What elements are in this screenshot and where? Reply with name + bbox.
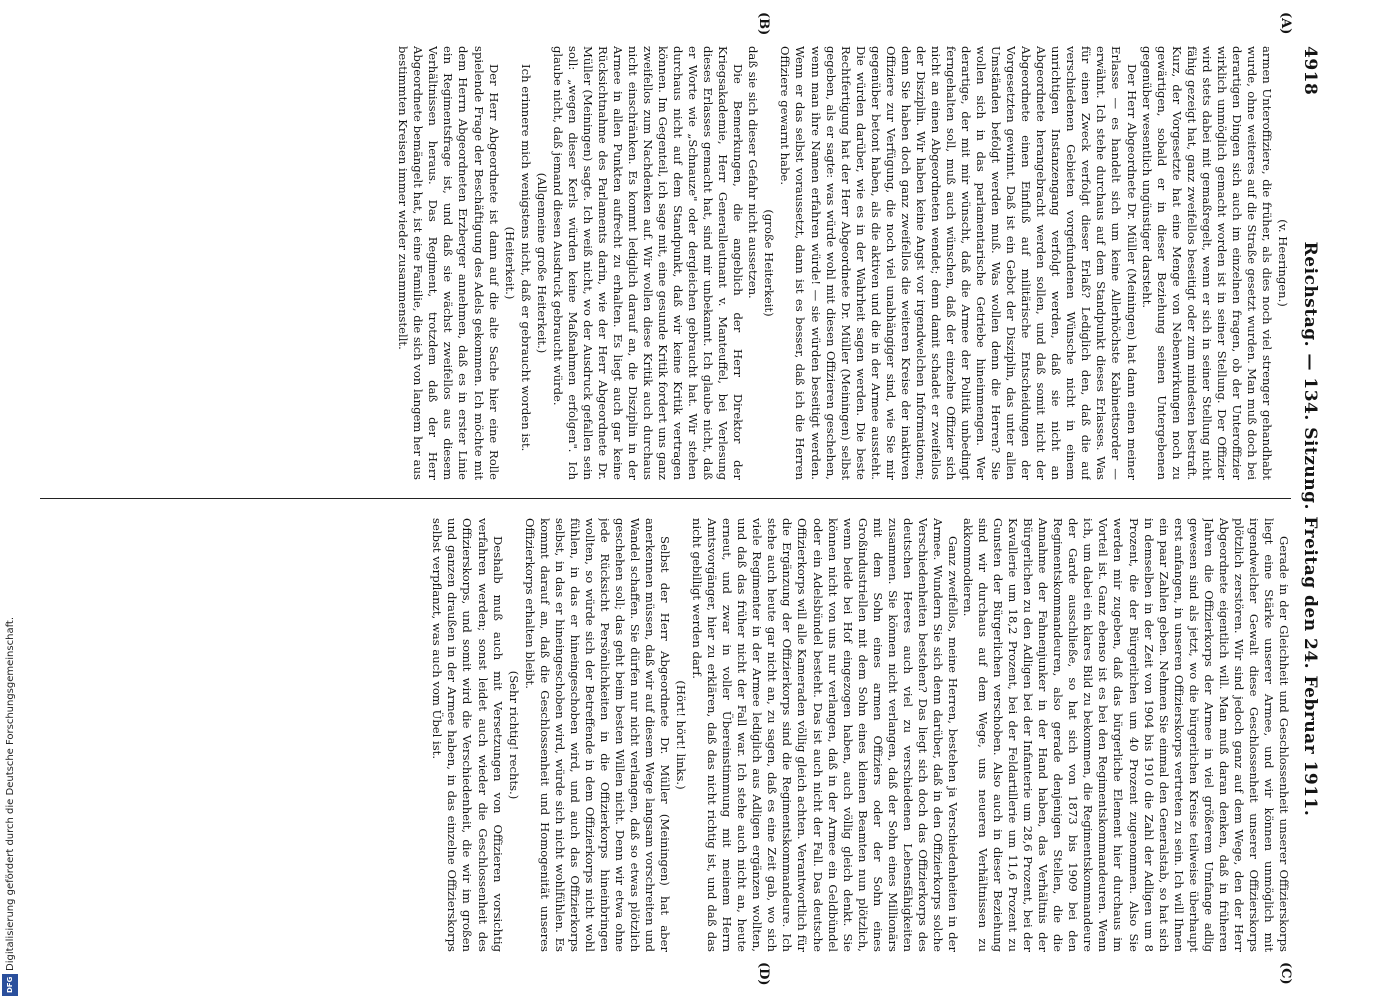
page-header xyxy=(1297,46,1323,952)
interjection: (Sehr richtig! rechts.) xyxy=(506,670,521,800)
paragraph: daß sie sich dieser Gefahr nicht aussetzen. xyxy=(746,46,761,299)
paragraph: Ganz zweifellos, meine Herren, bestehen ja Verschiedenheiten in der Armee. Wundern Sie sich denn darüber, daß in den Offizierkorps solche Verschiedenheiten bestehen? Das liegt sich doch das Offizierkorps des deutschen Heeres auch viel zu verschiedenen Lebensfähigkeiten zusammen. Sie können nicht verlangen, daß der Sohn eines Millionärs mit dem Sohn eines armen Offiziers oder der Sohn eines Großindustriellen mit dem Sohn eines kleinen Beamten nun plötzlich, wenn beide bei Hof eingezogen haben, auch völlig gleich denkt. Sie können nicht von uns nur verlangen, daß in der Armee ein Geldbündel oder ein Adelsbündel besteht. Das ist auch nicht der Fall. Das deutsche Offizierkorps will alle Kameraden völlig gleich achten. Verantwortlich für die Ergänzung der Offizierkorps sind die Regimentskommandeure. Ich stehe auch heute gar nicht an, zu sagen, daß es eine Zeit gab, wo sich viele Regimenter in der Armee lediglich aus Adligen ergänzen wollten, und daß das früher nicht der Fall war. Ich stehe auch nicht an, heute erneut, und zwar in voller Übereinstimmung mit meinem Herrn Amtsvorgänger, hier zu erklären, daß das nicht richtig ist, und daß das nicht gebilligt werden darf. xyxy=(690,518,960,952)
interjection: (Heiterkeit.) xyxy=(502,226,517,300)
margin-mark-a: (A) xyxy=(1278,12,1293,35)
speaker-tag: (v. Heeringen.) xyxy=(1276,219,1290,307)
paragraph: armen Unteroffiziere, die früher, als dies noch viel strenger gehandhabt wurde, ohne weiteres auf die Straße gesetzt wurden. Man muß doch bei derartigen Dingen sich auch im einzelnen fragen, ob der Unteroffizier wirklich unmöglich gemacht worden ist in seiner Stellung. Der Offizier wird stets dabei mit gemaßregelt, wenn er sich in seiner Stellung nicht fähig gezeigt hat, ganz zweifellos beseitigt oder zum mindesten bestraft. Kurz, der Vorgesetzte hat eine Menge von Nebenwirkungen noch zu gewärtigen, sobald er in dieser Beziehung seinen Untergebenen gegenüber wesentlich ungünstiger darsteht. xyxy=(1139,46,1274,480)
paragraph: Selbst der Herr Abgeordnete Dr. Müller (Meiningen) hat aber anerkennen müssen, daß wir auf diesem Wege langsam vorschreiten und Wandel schaffen. Sie dürfen nur nicht verlangen, daß so etwas plötzlich geschehen soll; das geht beim besten Willen nicht. Denn wir etwa ohne jede Rücksicht Persönlichkeiten in die Offizierkorps hineinbringen wollten, so würde sich der Betreffende in dem Offizierkorps nicht wohl fühlen, in das er hineingeschoben wird, und auch das Offizierkorps selbst, in das er hineingeschoben wird, würde sich nicht wohlfühlen. Es kommt darauf an, daß die Geschlossenheit und Homogenität unseres Offizierkorps erhalten bleibt. xyxy=(522,518,673,952)
paragraph: Deshalb muß auch mit Versetzungen von Offizieren vorsichtig verfahren werden; sonst leidet auch wieder die Geschlossenheit des Offizierskorps, und somit wird die Verschiedenheit, die wir im großen und ganzen draußen in der Armee haben, in das einzelne Offizierskorps selbst verpflanzt, was auch vom Übel ist. xyxy=(430,518,505,952)
paragraph: Ich erinnere mich wenigstens nicht, daß er gebraucht worden ist. xyxy=(518,64,533,452)
rotated-page xyxy=(40,12,1323,986)
margin-mark-d: (D) xyxy=(756,962,771,986)
dfg-logo-icon: DFG xyxy=(2,974,18,996)
margin-mark-b: (B) xyxy=(756,12,771,36)
interjection: (Allgemeine große Heiterkeit.) xyxy=(534,172,549,354)
interjection: (große Heiterkeit) xyxy=(762,209,777,317)
paragraph: Die Bemerkungen, die angeblich der Herr Direktor der Kriegsakademie, Herr Generalleutnant v. Manteuffel, bei Verlesung dieses Erlasses gemacht hat, sind mir unbekannt. Ich glaube nicht, daß er Worte wie „Schnauze" oder dergleichen gebraucht hat. Wir stehen durchaus nicht auf dem Standpunkt, daß wir keine Kritik vertragen können. Im Gegenteil, ich sage mit, eine gesunde Kritik fordert uns ganz zweifellos zum Nachdenken auf. Wir wollen diese Kritik auch durchaus nicht einschränken. Es kommt lediglich darauf an, die Disziplin in der Armee in allen Punkten aufrecht zu erhalten. Es liegt auch gar keine Rücksichtnahme des Parlaments darin, wie der Herr Abgeordnete Dr. Müller (Meiningen) sagte. Ich weiß nicht, wo der Ausdruck gefallen sein soll: „wegen dieser Kerls würden keine Maßnahmen erfolgen". Ich glaube nicht, daß jemand diesen Ausdruck gebraucht würde. xyxy=(550,46,746,480)
digitization-note xyxy=(0,602,22,982)
digitization-note-text: Digitalisierung gefördert durch die Deutsche Forschungsgemeinschaft. xyxy=(5,616,16,971)
paragraph: Gerade in der Gleichheit und Geschlossenheit unserer Offizierskorps liegt eine Stärke unserer Armee, und wir können unmöglich mit irgendwelcher Gewalt diese Geschlossenheit unserer Offizierskorps plötzlich zerstören. Wir sind jedoch ganz auf dem Wege, den der Herr Abgeordnete eigentlich will. Man muß daran denken, daß in früheren Jahren die Offizierkorps der Armee in viel größerem Umfange adlig gewesen sind als jetzt, wo die bürgerlichen Kreise teilweise überhaupt erst anfangen, in unseren Offizierskorps vertreten zu sein. Ich will Ihnen ein paar Zahlen geben. Nehmen Sie einmal den Generalstab, so hat sich in demselben in der Zeit von 1904 bis 1910 die Zahl der Adligen um 8 Prozent, die der Bürgerlichen um 40 Prozent zugenommen. Also Sie werden mir zugeben, daß das bürgerliche Element hier durchaus im Vorteil ist. Ganz ebenso ist es bei den Regimentskommandeuren. Wenn ich, um dabei ein klares Bild zu bekommen, die Regimentskommandeure der Garde ausschließe, so hat sich von 1873 bis 1909 bei den Regimentskommandeuren, also gerade denjenigen Stellen, die die Annahme der Fahnenjunker in der Hand haben, das Verhältnis der Bürgerlichen zu den Adligen bei der Infanterie um 28,6 Prozent, bei der Kavallerie um 18,2 Prozent, bei der Feldartillerie um 11,6 Prozent zu Gunsten der Bürgerlichen verschoben. Also auch in dieser Beziehung sind wir durchaus auf dem Wege, uns neueren Verhältnissen zu akkommodieren. xyxy=(961,518,1291,952)
paragraph: Der Herr Abgeordnete ist dann auf die alte Sache hier eine Rolle spielende Frage der Beschäftigung des Adels gekommen. Ich möchte mit dem Herrn Abgeordneten Erzberger annehmen, daß es in erster Linie ein Regimentsfrage ist, und daß sie wächst zweifellos aus diesem Verhältnissen heraus. Das Regiment, trotzdem daß der Herr Abgeordnete bemängelt hat, ist eine Familie, die sich von langem her aus bestimmten Kreisen immer wieder zusammenstellt. xyxy=(396,46,501,480)
column-divider xyxy=(40,498,1291,499)
paragraph: Der Herr Abgeordnete Dr. Müller (Meiningen) hat dann einen meiner Erlasse — es handelt sich um keine Allerhöchste Kabinettsorder — erwähnt. Ich stehe durchaus auf dem Standpunkt dieses Erlasses. Was für einen Zweck verfolgt dieser Erlaß? Lediglich den, daß die auf verschiedenen Gebieten vorgefundenen Wünsche nicht in einem unrichtigen Instanzengang verfolgt werden, daß sie nicht an Abgeordnete herangebracht werden sollen, und daß somit nicht der Abgeordnete einen Einfluß auf militärische Entscheidungen der Vorgesetzten gewinnt. Daß ist ein Gebot der Disziplin, das unter allen Umständen befolgt werden muß. Was wollen denn die Herren? Sie wollen sich in das parlamentarische Getriebe hineinmengen. Wer derartige, der mit mir wünscht, daß die Armee der Politik unbedingt ferngehalten soll, muß auch wünschen, daß der einzelne Offizier sich nicht an einen Abgeordneten wendet; denn damit schadet er zweifellos der Disziplin. Wir haben keine Angst vor irgendwelchen Informationen; denn Sie haben doch ganz zweifellos die weiteren Kreise der inaktiven Offiziere zur Verfügung, die noch viel unabhängiger sind, wie Sie mir gegenüber betont haben, als die aktiven und die in der Armee aussteht. Die würden darüber, wie es in der Wahrheit sagen werden. Die beste Rechtfertigung hat der Herr Abgeordnete Dr. Müller (Meiningen) selbst gegeben, als er sagte: was würde wohl mit diesen Offizieren geschehen, wenn man ihre Namen erfahren würde! — sie würden beseitigt werden. Wenn er das selbst voraussetzt, dann ist es besser, daß ich die Herren Offiziere gewarnt habe. xyxy=(778,46,1139,480)
interjection: (Hört! hört! links.) xyxy=(674,680,689,790)
left-column xyxy=(40,46,1291,480)
page-number: 4918 xyxy=(1300,46,1320,96)
margin-mark-c: (C) xyxy=(1278,962,1293,985)
page-title: Reichstag. — 134. Sitzung. Freitag den 24. Februar 1911. xyxy=(1300,241,1320,817)
right-column xyxy=(40,518,1291,952)
